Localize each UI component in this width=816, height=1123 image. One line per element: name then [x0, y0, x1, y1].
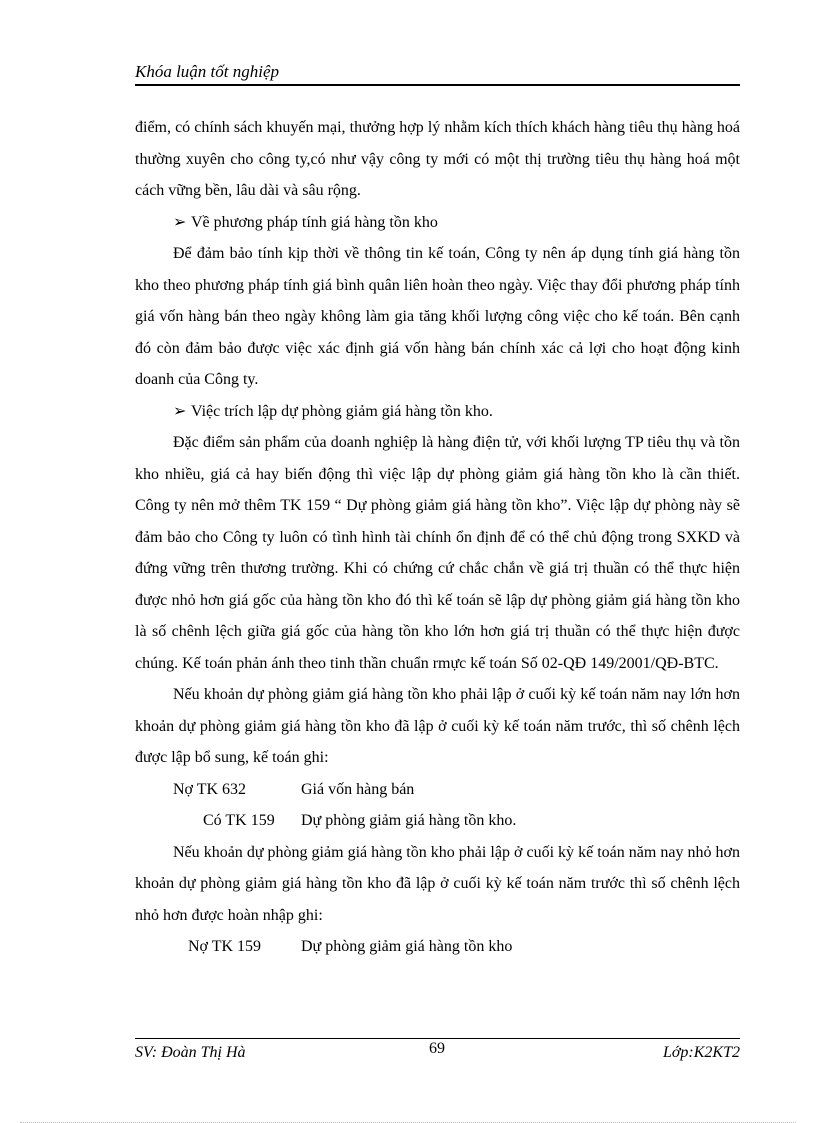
bullet-label: Về phương pháp tính giá hàng tồn kho: [191, 213, 438, 231]
paragraph-provision-detail: Đặc điểm sản phẩm của doanh nghiệp là hàng điện tử, với khối lượng TP tiêu thụ và tồn kho nhiều, giá cả hay biến động thì việc lập dự phòng giảm giá hàng tồn kho là cần thiết. Công ty nên mở thêm TK 159 “ Dự phòng giảm giá hàng tồn kho”. Việc lập dự phòng này sẽ đảm bảo cho Công ty luôn có tình hình tài chính ổn định để có thể chủ động trong SXKD và đứng vững trên thương trường. Khi có chứng cứ chắc chắn về giá trị thuần có thể thực hiện được nhỏ hơn giá gốc của hàng tồn kho đó thì kế toán sẽ lập dự phòng giảm giá hàng tồn kho là số chênh lệch giữa giá gốc của hàng tồn kho lớn hơn giá trị thuần có thể thực hiện được chúng. Kế toán phản ánh theo tinh thần chuẩn rmực kế toán Số 02-QĐ 149/2001/QĐ-BTC.: [135, 434, 740, 672]
entry-account: Nợ TK 159: [188, 938, 262, 955]
header-divider: [135, 84, 740, 86]
paragraph-provision-decrease: Nếu khoản dự phòng giảm giá hàng tồn kho phải lập ở cuối kỳ kế toán năm nay nhỏ hơn khoản dự phòng giảm giá hàng tồn kho đã lập ở cuối kỳ kế toán năm trước thì số chênh lệch nhỏ hơn được hoàn nhập ghi:: [135, 843, 740, 924]
footer-divider: [135, 1038, 740, 1039]
entry-account: Nợ TK 632: [173, 780, 247, 798]
journal-entry-debit-159: [135, 931, 740, 963]
entry-description: Dự phòng giảm giá hàng tồn kho: [301, 938, 513, 955]
footer-class-code: Lớp:K2KT2: [662, 1044, 740, 1061]
paragraph-pricing-method: Để đảm bảo tính kịp thời về thông tin kế toán, Công ty nên áp dụng tính giá hàng tồn kho theo phương pháp tính giá bình quân liên hoàn theo ngày. Việc thay đổi phương pháp tính giá vốn hàng bán theo ngày không làm gia tăng khối lượng công việc cho kế toán. Bên cạnh đó còn đảm bảo được việc xác định giá vốn hàng bán chính xác cả lợi cho hoạt động kinh doanh của Công ty.: [135, 245, 740, 388]
arrow-bullet-icon: ➢: [173, 402, 187, 420]
journal-entry-debit-632: [135, 774, 740, 806]
bullet-label: Việc trích lập dự phòng giảm giá hàng tồn kho.: [191, 402, 493, 420]
paragraph-provision-increase: Nếu khoản dự phòng giảm giá hàng tồn kho phải lập ở cuối kỳ kế toán năm nay lớn hơn khoản dự phòng giảm giá hàng tồn kho đã lập ở cuối kỳ kế toán năm trước, thì số chênh lệch được lập bổ sung, kế toán ghi:: [135, 686, 740, 766]
paragraph-intro: điểm, có chính sách khuyến mại, thưởng hợp lý nhằm kích thích khách hàng tiêu thụ hàng hoá thường xuyên cho công ty,có như vậy công ty mới có một thị trường tiêu thụ hàng hoá một cách vững bền, lâu dài và sâu rộng.: [135, 119, 740, 199]
page-footer: [135, 1040, 740, 1064]
bullet-provision: [135, 396, 740, 428]
entry-description: Giá vốn hàng bán: [301, 780, 415, 798]
entry-description: Dự phòng giảm giá hàng tồn kho.: [301, 812, 517, 829]
arrow-bullet-icon: ➢: [173, 213, 187, 231]
entry-account: Có TK 159: [203, 812, 275, 829]
document-body: [135, 112, 740, 963]
journal-entry-credit-159: [135, 805, 740, 837]
footer-student-name: SV: Đoàn Thị Hà: [135, 1044, 246, 1061]
bullet-inventory-pricing: [135, 207, 740, 239]
page-number: 69: [429, 1040, 445, 1057]
page-header-title: Khóa luận tốt nghiệp: [135, 62, 280, 81]
